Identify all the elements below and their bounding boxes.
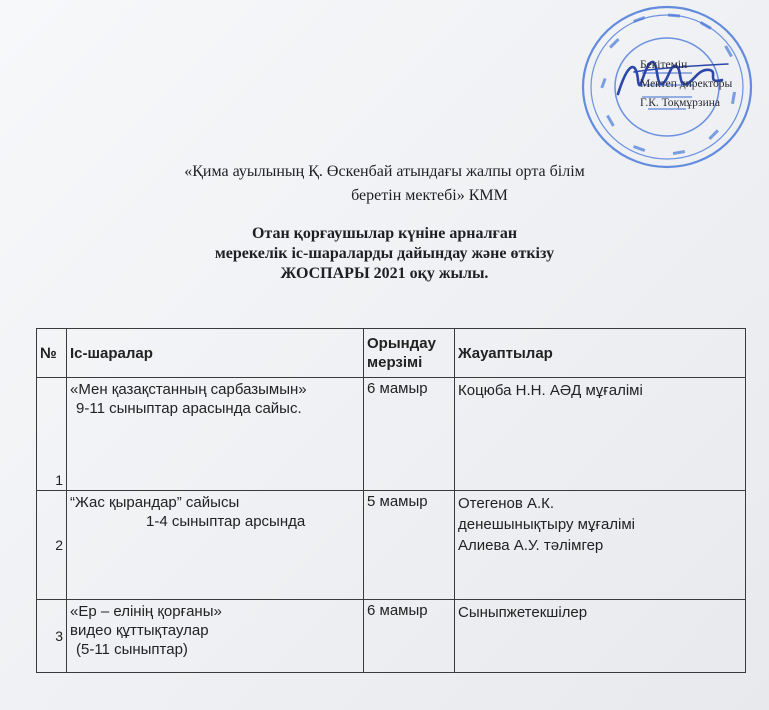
row-term: 6 мамыр bbox=[364, 600, 455, 673]
table-row bbox=[37, 600, 746, 673]
row-term: 6 мамыр bbox=[364, 378, 455, 491]
approval-name: Г.К. Тоқмұрзина bbox=[640, 97, 721, 109]
row-number: 2 bbox=[37, 491, 67, 600]
event-line: 1-4 сыныптар арсында bbox=[146, 513, 306, 530]
header-term-line1: Орындау bbox=[367, 335, 436, 352]
row-term: 5 мамыр bbox=[364, 491, 455, 600]
event-line: 9-11 сыныптар арасында сайыс. bbox=[76, 400, 302, 417]
event-line: видео құттықтаулар bbox=[70, 622, 209, 639]
header-number: № bbox=[37, 329, 67, 378]
header-event: Іс-шаралар bbox=[67, 329, 364, 378]
row-event bbox=[67, 600, 364, 673]
responsible-line: Отегенов А.К. bbox=[458, 495, 555, 512]
row-responsible bbox=[455, 378, 746, 491]
table-header-row bbox=[37, 329, 746, 378]
document-title bbox=[0, 224, 769, 284]
responsible-line: Алиева А.У. тәлімгер bbox=[458, 537, 604, 554]
responsible-line: Сыныпжетекшілер bbox=[458, 604, 588, 621]
event-line: «Ер – елінің қорғаны» bbox=[70, 603, 222, 620]
event-line: “Жас қырандар” сайысы bbox=[70, 494, 240, 511]
header-responsible: Жауаптылар bbox=[455, 329, 746, 378]
organization-name bbox=[0, 160, 769, 208]
approval-block bbox=[640, 56, 765, 113]
table-row bbox=[37, 378, 746, 491]
title-line1: Отан қорғаушылар күніне арналған bbox=[251, 225, 518, 242]
row-event bbox=[67, 491, 364, 600]
plan-table bbox=[36, 328, 746, 673]
header-term bbox=[364, 329, 455, 378]
responsible-line: Коцюба Н.Н. АӘД мұғалімі bbox=[458, 382, 643, 399]
approval-position: Мектеп директоры bbox=[640, 78, 733, 90]
title-line3: ЖОСПАРЫ 2021 оқу жылы. bbox=[280, 265, 489, 282]
event-line: «Мен қазақстанның сарбазымын» bbox=[70, 381, 307, 398]
row-event bbox=[67, 378, 364, 491]
responsible-line: денешынықтыру мұғалімі bbox=[458, 516, 636, 533]
organization-line2: беретін мектебі» КММ bbox=[351, 187, 508, 204]
row-number: 1 bbox=[37, 378, 67, 491]
row-responsible bbox=[455, 491, 746, 600]
title-line2: мерекелік іс-шараларды дайындау және өткізу bbox=[214, 245, 555, 262]
row-responsible bbox=[455, 600, 746, 673]
organization-line1: «Қима ауылының Қ. Өскенбай атындағы жалпы орта білім bbox=[184, 163, 585, 180]
approval-heading: Бекітемін bbox=[640, 59, 688, 71]
event-line: (5-11 сыныптар) bbox=[76, 641, 188, 658]
row-number: 3 bbox=[37, 600, 67, 673]
table-row bbox=[37, 491, 746, 600]
header-term-line2: мерзімі bbox=[367, 354, 423, 371]
